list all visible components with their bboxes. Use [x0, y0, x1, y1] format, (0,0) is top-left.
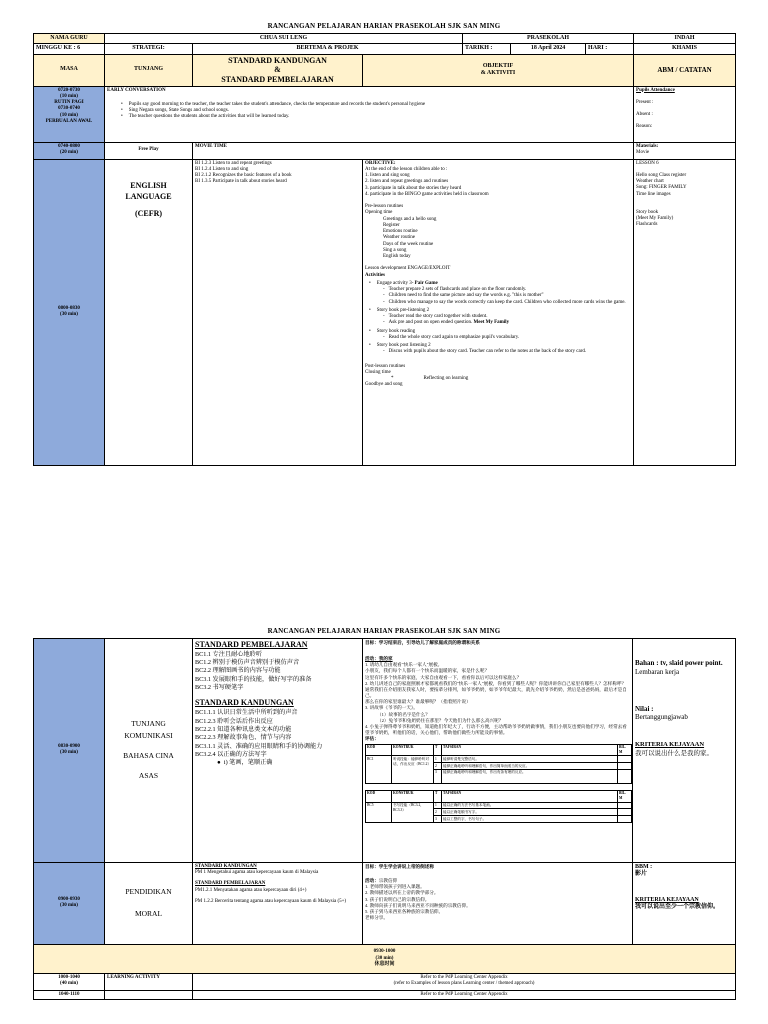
assessment-table-2: KOD KONSTRUK T TAFSIRAN BIL. M BC5 书写技能（BC3.2，BC3.3） 1 能以正确的方法书写基本笔画。 2 能以正确笔顺书写字。 3 能以工整的字，书写句子。: [365, 790, 632, 823]
moral-abm: BBM : 影片 KRITERIA KEJAYAAN 我可以说出至少一个宗教信仰。: [633, 862, 736, 944]
strategi-value: BERTEMA & PROJEK: [193, 44, 463, 55]
learning-activity-label: LEARNING ACTIVITY: [105, 973, 193, 990]
moral-standards: STANDARD KANDUNGAN PM 1 Mengetahui agama atau kepercayaan kaum di Malaysia STANDARD PEMBELAJARAN PM1.2.1 Menyatakan agama atau kepercayaan diri (4+) PM 1.2.2 Bercerita tentang agama atau kepercayaan kaum di Malaysia (5+): [193, 862, 363, 944]
time-bahasa-cina: 0830-0900 (30 min): [34, 638, 105, 862]
early-conversation: EARLY CONVERSATION • Pupils say good morning to the teacher, the teacher takes the student's attendance, checks the temperature and records the student's personal hygiene • Sing Negara songs, State Songs and school songs. • The teacher questions the students about the activities that will be learned today.: [105, 86, 634, 142]
lesson-plan-table-2: [33, 638, 736, 1000]
bc-standards: STANDARD PEMBELAJARAN BC1.1 专注且耐心地聆听 BC1.2 辨别于模仿声音辨别于模仿声音 BC2.2 理解图画书的内容与功能 BC3.1 发展眼和手的技能，做好写字的准备 BC3.2 书写硬笔字 STANDARD KANDUNGAN BC1.1.1 认识日常生活中所听到的声音 BC1.2.3 聆听会话后作出反应 BC2.2.1 知道各种讯息类文本的功能 BC2.2.3 理解故事角色、情节与内容 BC3.1.1 灵活、准确的应用眼睛和手的协调能力 BC3.2.4 以正确的方法写字 ● i) 笔画，笔顺正确: [193, 638, 363, 862]
objektif-header: OBJEKTIF & AKTIVITI: [363, 54, 634, 86]
english-abm: LESSON 6 Hello song Class register Weather chart Song: FINGER FAMILY Time line images Story book (Meet My Family) Flashcards: [634, 159, 736, 465]
hari-label: HARI :: [586, 44, 634, 55]
page-2-title: RANCANGAN PELAJARAN HARIAN PRASEKOLAH SJK SAN MING: [267, 627, 501, 635]
english-standards: [193, 159, 363, 465]
page-1: [33, 22, 735, 466]
subject-english: ENGLISH LANGUAGE (CEFR): [105, 159, 193, 465]
attendance-cell: Pupils Attendance Present : Absent : Reason:: [634, 86, 736, 142]
learning-activity-text: Refer to the PdP Learning Center Appendix (refer to Examples of lesson plans Learning center / themed approach): [193, 973, 736, 990]
list-item: BI 2.1.2 Recognizes the basic features of a book: [195, 173, 292, 179]
subject-bahasa-cina: TUNJANG KOMUNIKASI BAHASA CINA ASAS: [105, 638, 193, 862]
subject-moral: PENDIDIKAN MORAL: [105, 862, 193, 944]
time-learning: 1000-1040 (40 min): [34, 973, 105, 990]
tarikh-label: TARIKH :: [463, 44, 511, 55]
prasekolah-value: INDAH: [634, 33, 736, 44]
time-early: 0720-0730 (10 min) RUTIN PAGI 0730-0740 (10 min) PERBUALAN AWAL: [34, 86, 105, 142]
lesson-plan-table-1: [33, 33, 736, 466]
nama-guru-value: CHUA SUI LENG: [105, 33, 463, 44]
standard-header: STANDARD KANDUNGAN & STANDARD PEMBELAJARAN: [193, 54, 363, 86]
tunjang-header: TUNJANG: [105, 54, 193, 86]
english-activities: OBJECTIVE: At the end of the lesson children able to : 1. listen and sing song 2. listen and repeat greetings and routines 3. participate in talk about the stories they heard 4. participate in the BINGO game activities held in classroom Pre-lesson routines Opening time Greetings and a hello song Register Emotions routine Weather routine Days of the week routine Sing a song English today Lesson development ENGAGE/EXPLOIT Activities • Engage activity 3- Pair Game - Teacher prepare 2 sets of flashcards and place on the floor randomly. - Children need to find the same picture and say the words e.g. "this is mother" - Children who manage to say the words correctly can keep the card. Children who collected more cards wins the game. • Story book pre-listening 2 - Teacher read the story card together with student. - Ask pre and post on open ended question. Meet My Family • Story book reading - Read the whole story card again to emphasize pupil's vocabulary. • Story book post listening 2 - Discus with pupils about the story card. Teacher can refer to the notes at the back of the story card. Post-lesson routines Closing time * Reflecting on learning Goodbye and song: [363, 159, 634, 465]
break-row: 0930-1000 (30 min) 休息时间: [34, 944, 736, 973]
movie-time: MOVIE TIME: [193, 142, 634, 159]
list-item: BI 1.3.5 Participate in talk about stories heard: [195, 179, 287, 185]
tarikh-value: 18 April 2024: [511, 44, 586, 55]
page-1-title: RANCANGAN PELAJARAN HARIAN PRASEKOLAH SJK SAN MING: [267, 22, 501, 30]
list-item: BI 1.2.3 Listen to and repeat greetings: [195, 160, 272, 166]
nama-guru-label: NAMA GURU: [34, 33, 105, 44]
assessment-table-1: KOD KONSTRUK T TAFSIRAN BIL. M BC1 听说技能：能够聆听对话，作出反应（BC1.2） 1 能够听清楚完整语句。 2 能够正确地聆听和理解语句，作出简单而适当的反应。 3 能够正确地聆听和理解语句，作出有条有理的反应。: [365, 744, 632, 784]
bc-abm: Bahan : tv, slaid power point. Lembaran kerja Nilai : Bertanggungjawab KRITERIA KEJAYAAN 我可以说出什么是我的家。: [633, 638, 736, 862]
list-item: • Sing Negara songs, State Songs and school songs.: [107, 108, 631, 114]
minggu-label: MINGGU KE : 6: [34, 44, 105, 55]
hari-value: KHAMIS: [634, 44, 736, 55]
masa-header: MASA: [34, 54, 105, 86]
time-english: 0800-0830 (30 min): [34, 159, 105, 465]
bc-activities: 目标：学习结束后，引导幼儿了解家庭成员的称谓和关系 活动：我的家 1. 请幼儿自由观看"快乐一家人"展板。 小朋友，我们每个人都有一个快乐而温暖的家，家是什么呢？ 这里有许多个快乐的家庭，大家自由观看一下，看看你以后可以这样家庭么？ 2. 幼儿讲述自己的家庭照刚才家都观看我们的"快乐一家人"展板，你看到了哪些人呢？你能讲讲你自己家里有哪些人？怎样称呼？通常我们在介绍朋友我家人时，要按辈分排列，如爷爷奶奶，如爷爷年纪最大，就先介绍爷爷奶奶，然后是爸爸妈妈，最后才是自己。 那么在你的家里谁最大？谁最够呢？（指着照片说） 3. 讲故事《爷爷的一天》。 （1）故事的名字是什么？ （2）兔爷爷和兔奶奶住在那里？今天他们为什么那么高兴呢？ 4. 小兔子弹得尊爷爷和奶奶，知道他们年纪大了，行动不方便，主动帮助爷爷奶奶做事情，我们小朋友也要向他们学习，经常去看望爷爷奶奶，听他们的话，关心他们，帮助他们做些力所能及的事情。 评估： KOD KONSTRUK T TAFSIRAN BIL. M BC1 听说技能：能够聆听对话，作出反应（BC1.2） 1 能够听清楚完整语句。 2 能够正确地聆听和理解语句，作出简单而适当的反应。 3 能够正确地聆听和理解语句，作出有条有理的反应。 KOD KONSTRUK T TAFSIRAN BIL. M BC5 书写技能（BC3.2，BC3.3） 1 能以正确的方法书写基本笔画。 2 能以正确笔顺书写字。 3 能以工整的字，书写句子。: [363, 638, 633, 862]
time-last: 1040-1110: [34, 990, 105, 999]
list-item: • Pupils say good morning to the teacher, the teacher takes the student's attendance, checks the temperature and records the student's personal hygiene: [107, 102, 631, 108]
time-free-play: 0740-0800 (20 min): [34, 142, 105, 159]
list-item: • The teacher questions the students about the activities that will be learned today.: [107, 114, 631, 120]
prasekolah-label: PRASEKOLAH: [463, 33, 634, 44]
page-2: [33, 627, 735, 1000]
strategi-label: STRATEGI:: [105, 44, 193, 55]
last-row-text: Refer to the PdP Learning Center Appendix: [193, 990, 736, 999]
free-play-label: Free Play: [105, 142, 193, 159]
abm-header: ABM / CATATAN: [634, 54, 736, 86]
list-item: BI 1.2.4 Listen to and sing: [195, 166, 249, 172]
materials-cell: Materials: Movie: [634, 142, 736, 159]
moral-activities: 目标：学生学会讲说上帝的倒述称 活动：宗教信仰 1. 老师带领孩子到进入课题。 2. 教师描述以所在上帝的教学部分。 3. 孩子们说明自己的宗教信仰。 4. 教师向孩子们说明马来西亚不同种族的宗教信仰。 5. 孩子到马来西亚各种族的宗教信仰。 老师分享。: [363, 862, 633, 944]
time-moral: 0900-0930 (30 min): [34, 862, 105, 944]
